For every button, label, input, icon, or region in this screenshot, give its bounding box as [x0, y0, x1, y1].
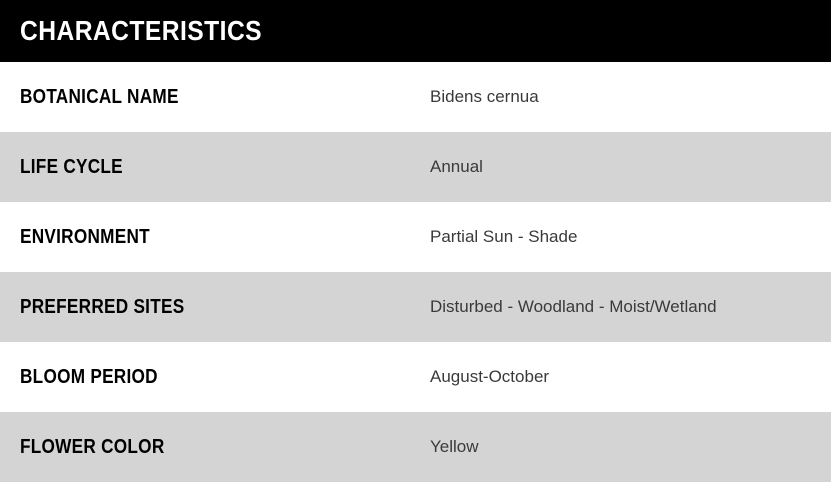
table-row: [0, 62, 831, 132]
row-label-bloom-period: BLOOM PERIOD: [20, 365, 158, 388]
table-row: [0, 412, 831, 482]
row-value-preferred-sites: Disturbed - Woodland - Moist/Wetland: [430, 297, 717, 316]
table-title: CHARACTERISTICS: [20, 15, 263, 46]
table-row: [0, 342, 831, 412]
row-label-life-cycle: LIFE CYCLE: [20, 155, 123, 178]
row-label-preferred-sites: PREFERRED SITES: [20, 295, 185, 318]
row-value-life-cycle: Annual: [430, 157, 483, 176]
row-value-flower-color: Yellow: [430, 437, 479, 456]
row-label-environment: ENVIRONMENT: [20, 225, 150, 248]
table-row: [0, 272, 831, 342]
row-label-flower-color: FLOWER COLOR: [20, 435, 165, 458]
table-row: [0, 202, 831, 272]
row-value-botanical-name: Bidens cernua: [430, 87, 539, 106]
row-value-bloom-period: August-October: [430, 367, 550, 386]
row-label-botanical-name: BOTANICAL NAME: [20, 85, 179, 108]
table-header-row: [0, 0, 831, 62]
table-row: [0, 132, 831, 202]
row-value-environment: Partial Sun - Shade: [430, 227, 578, 246]
